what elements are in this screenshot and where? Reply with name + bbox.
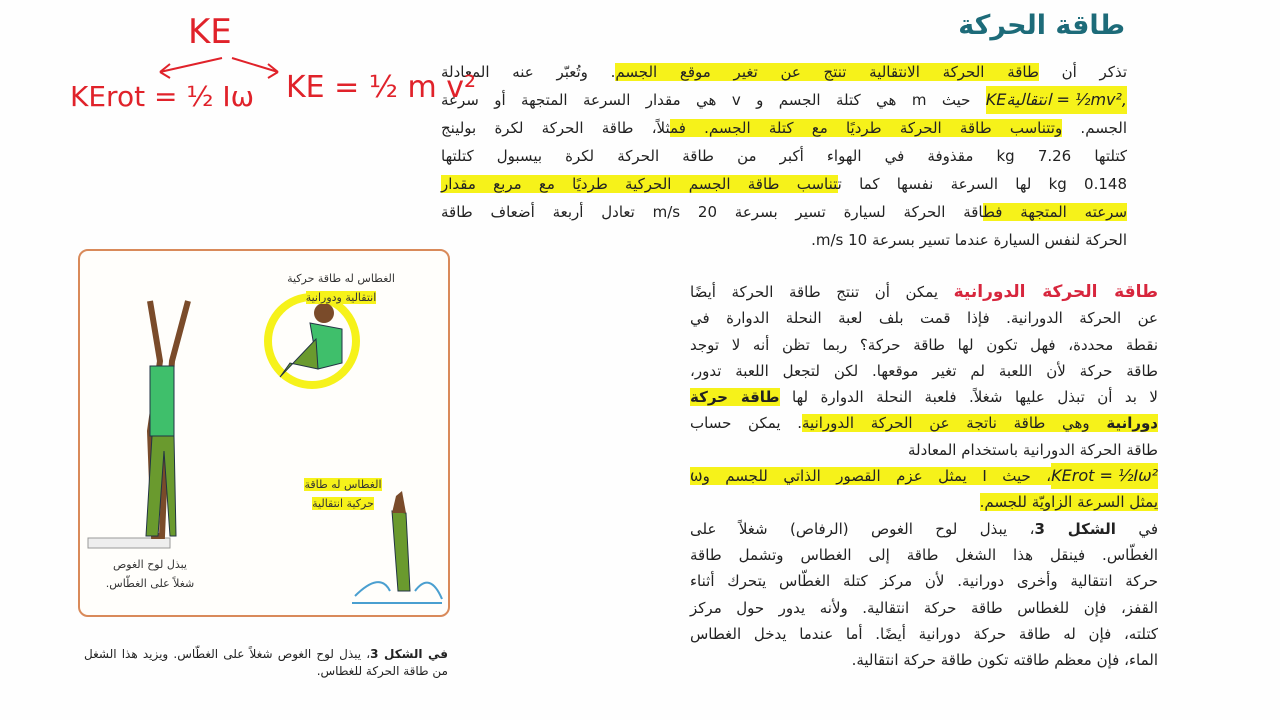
text-segment: الحركة لنفس السيارة عندما تسير بسرعة 10 m/s.: [811, 231, 1127, 249]
intro-paragraph: [441, 58, 1127, 254]
text-line: [441, 142, 1127, 170]
text-line: [690, 595, 1158, 621]
equation: KEانتقالية = ½mv²,: [986, 86, 1127, 114]
equation: KErot = ½Iω²: [1051, 463, 1158, 489]
text-line: [441, 86, 1127, 114]
text-segment: نقطة محددة، فهل تكون لها طاقة حركة؟ ربما تظن أنه لا توجد: [690, 335, 1158, 354]
text-line: [441, 198, 1127, 226]
text-segment: الماء، فإن معظم طاقته تكون طاقة حركة انتقالية.: [851, 651, 1158, 670]
text-segment: دورانية: [1106, 414, 1158, 433]
text-line: [690, 647, 1158, 673]
text-segment: يمثل السرعة الزاويّة للجسم.: [979, 493, 1158, 512]
text-segment: الشكل 3: [1034, 519, 1116, 538]
text-line: [690, 437, 1158, 463]
text-segment: كتلته، فإن له طاقة حركة دورانية أيضًا. أما عندما يدخل الغطاس: [690, 624, 1158, 643]
label-entry-line1: الغطاس له طاقة: [304, 478, 382, 491]
text-segment: حركة انتقالية وأخرى دورانية. لأن مركز كتلة الغطّاس يتحرك أثناء: [690, 572, 1158, 591]
annotation-ke: KE: [188, 12, 232, 52]
text-line: [441, 226, 1127, 254]
text-segment: . يمكن حساب: [690, 414, 803, 433]
text-line: [690, 621, 1158, 647]
text-line: [690, 384, 1158, 410]
text-segment: طاقة الحركة الدورانية باستخدام المعادلة: [907, 440, 1158, 459]
text-line: [690, 279, 1158, 305]
annotation-ke-rot: KErot = ½ Iω: [70, 80, 255, 113]
figure-caption: [84, 646, 448, 680]
text-segment: طاقة حركة: [690, 388, 780, 407]
figure-3-diver: [78, 249, 450, 617]
text-line: [690, 489, 1158, 515]
label-board-line1: يبذل لوح الغوص: [113, 558, 187, 571]
text-segment: 0.148 kg لها السرعة نفسها كما ت: [837, 175, 1127, 193]
text-line: [441, 114, 1127, 142]
text-segment: تذكر أن: [1038, 63, 1127, 81]
annotation-arrows: [150, 50, 290, 90]
label-rotating-line2: انتقالية ودورانية: [305, 291, 377, 304]
text-segment: اقة الحركة لسيارة تسير بسرعة 20 m/s تعادل أربعة أضعاف طاقة: [441, 203, 983, 221]
text-segment: ، يبذل لوح الغوص (الرفاص) شغلاً على: [690, 519, 1035, 538]
caption-text: ، يبذل لوح الغوص شغلاً على الغطّاس. ويزيد هذا الشغل من طاقة الحركة للغطاس.: [84, 647, 448, 678]
annotation-ke-trans: KE = ½ m v²: [286, 70, 476, 105]
text-segment: طاقة حركة لأن اللعبة لم تغير موقعها. لكن لتجعل اللعبة تدور،: [690, 361, 1158, 380]
label-rotating-line1: الغطاس له طاقة حركية: [287, 272, 395, 285]
text-line: [690, 358, 1158, 384]
section-heading: طاقة الحركة الدورانية: [953, 282, 1158, 302]
label-board-line2: شغلاً على الغطّاس.: [105, 577, 195, 590]
text-line: [690, 568, 1158, 594]
text-segment: طاقة الحركة الانتقالية تنتج عن تغير موقع الجسم: [615, 63, 1039, 81]
text-segment: سرعته المتجهة فط: [983, 203, 1128, 221]
text-segment: يمكن أن تنتج طاقة الحركة أيضًا: [690, 283, 954, 301]
label-entry-line2: حركية انتقالية: [312, 497, 374, 510]
text-segment: كتلتها 7.26 kg مقذوفة في الهواء أكبر من طاقة الحركة لكرة بيسبول كتلتها: [441, 147, 1127, 165]
text-line: [690, 410, 1158, 436]
text-segment: الجسم.: [1062, 119, 1127, 137]
text-segment: القفز، فإن للغطاس طاقة حركة انتقالية. ولأنه يدور حول مركز: [690, 598, 1158, 617]
text-segment: حيث m هي كتلة الجسم و v هي مقدار السرعة المتجهة أو سرعة: [441, 91, 986, 109]
text-line: [690, 332, 1158, 358]
rotating-diver: [268, 297, 356, 385]
text-segment: لا بد أن تبذل عليها شغلاً. فلعبة النحلة الدوارة لها: [779, 388, 1158, 407]
text-segment: ثلاً، طاقة الحركة لكرة بولينج: [441, 119, 671, 137]
page-title: طاقة الحركة: [958, 10, 1125, 41]
text-segment: . وتُعبّر عنه المعادلة: [441, 63, 616, 81]
diving-board: [88, 538, 170, 548]
text-segment: الغطّاس. فينقل هذا الشغل طاقة إلى الغطاس وتشمل طاقة: [690, 545, 1158, 564]
text-line: [690, 542, 1158, 568]
standing-diver: [146, 301, 188, 536]
rotational-energy-section: [690, 279, 1158, 673]
text-line: [690, 305, 1158, 331]
text-segment: وتتناسب طاقة الحركة طرديًا مع كتلة الجسم. فم: [670, 119, 1063, 137]
text-segment: في: [1115, 519, 1158, 538]
text-line: [441, 58, 1127, 86]
caption-label: في الشكل 3: [370, 647, 449, 661]
text-segment: تناسب طاقة الجسم الحركية طرديًا مع مربع مقدار: [441, 175, 838, 193]
text-line: [690, 463, 1158, 489]
text-line: [690, 516, 1158, 542]
text-segment: عن الحركة الدورانية. فإذا قمت بلف لعبة النحلة الدوارة في: [690, 309, 1158, 328]
text-line: [441, 170, 1127, 198]
text-segment: ، حيث I يمثل عزم القصور الذاتي للجسم وω: [690, 467, 1052, 486]
text-segment: وهي طاقة ناتجة عن الحركة الدورانية: [802, 414, 1107, 433]
